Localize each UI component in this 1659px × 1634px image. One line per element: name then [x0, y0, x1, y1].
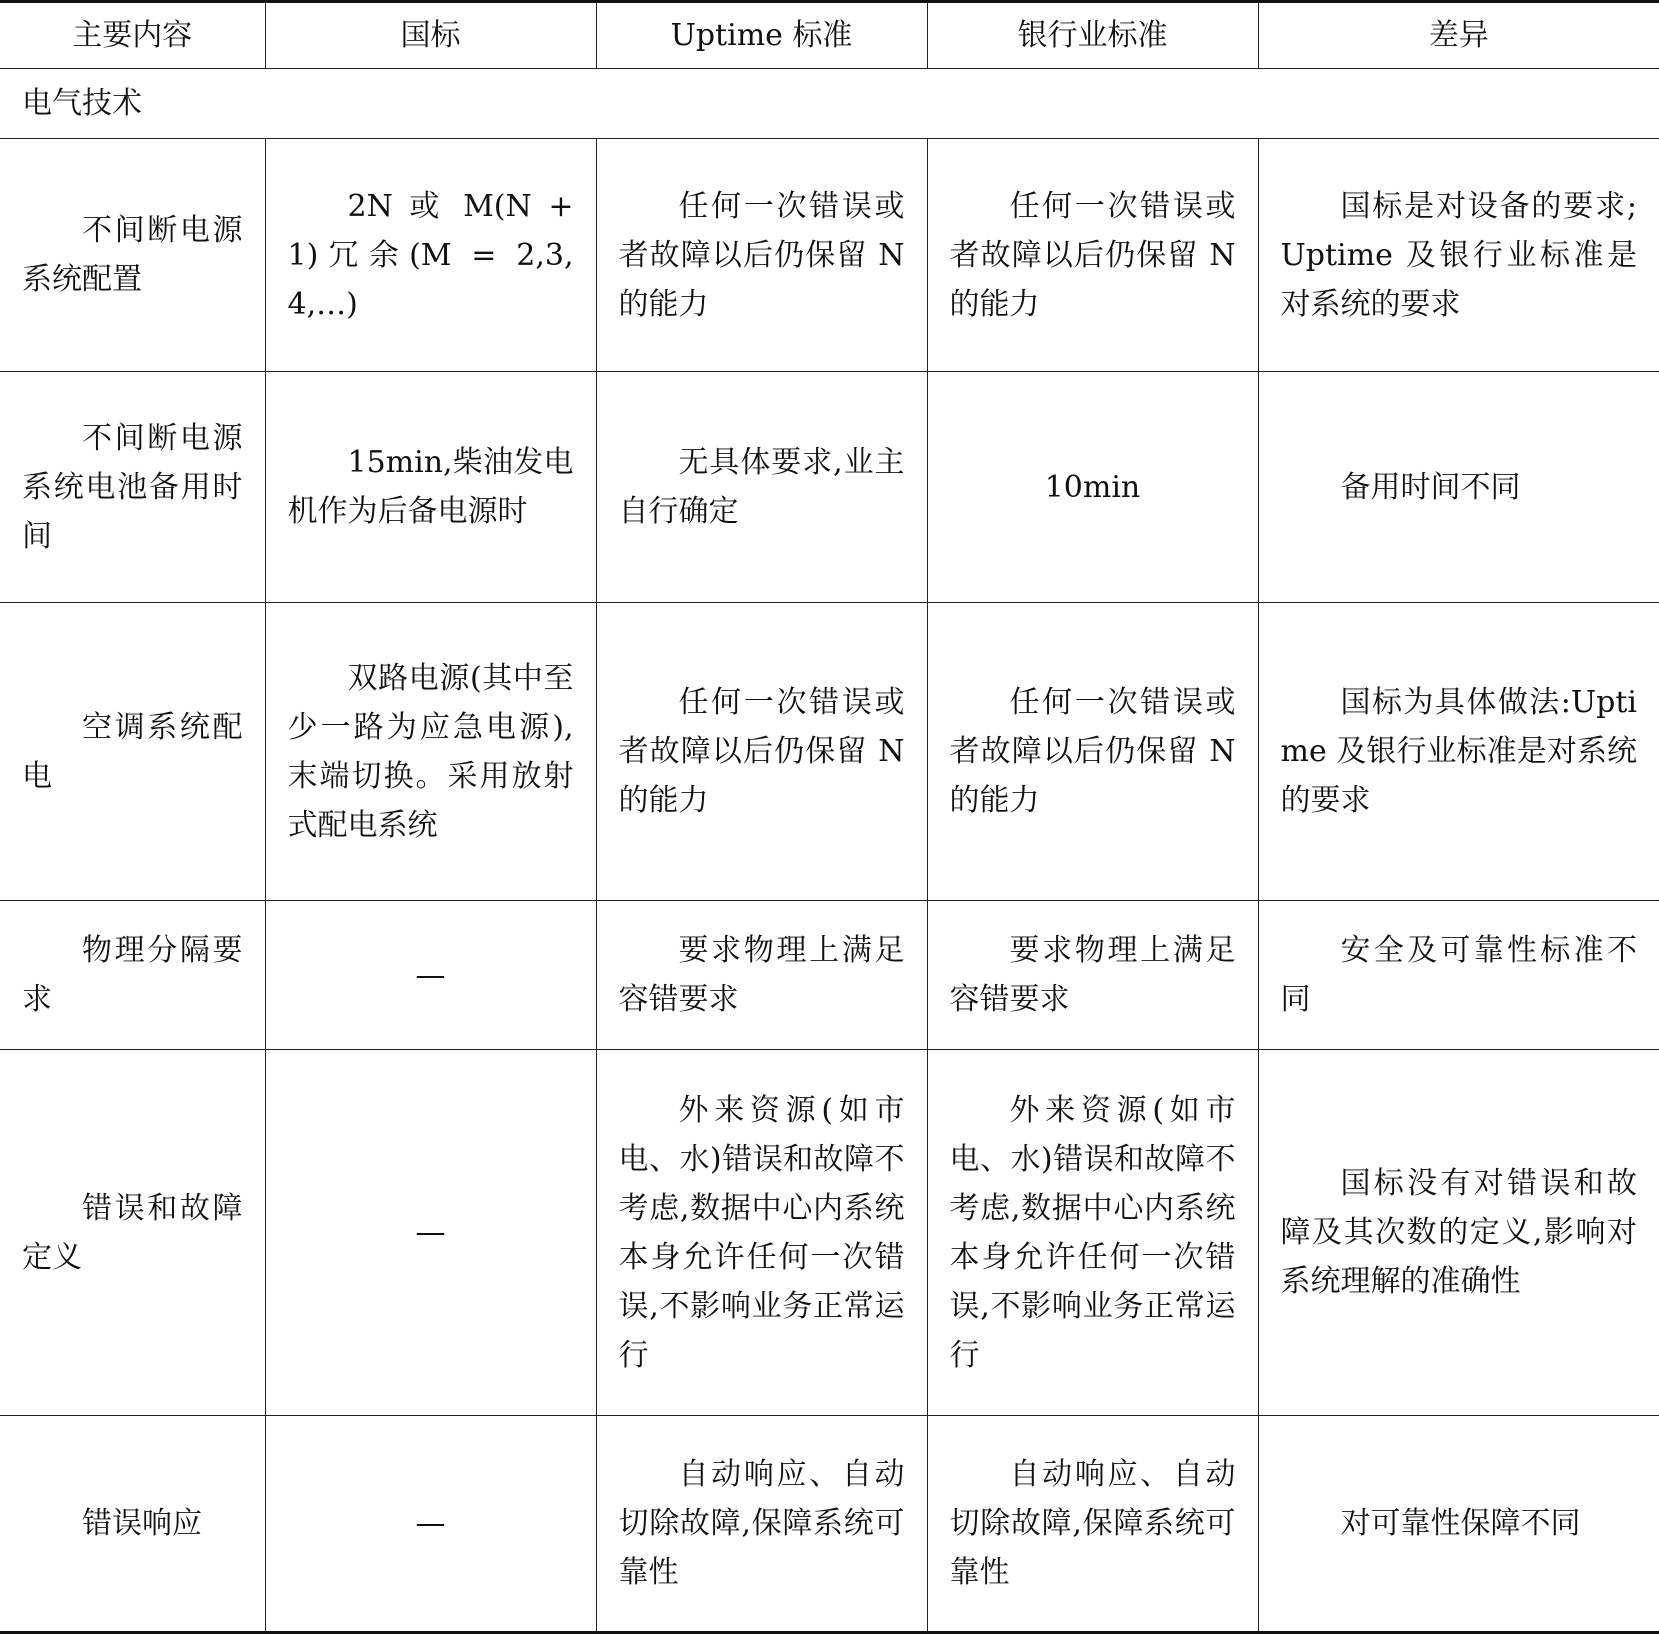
cell-bank: 要求物理上满足容错要求	[927, 901, 1258, 1050]
cell-item: 物理分隔要求	[0, 901, 265, 1050]
cell-diff: 国标是对设备的要求;Uptime 及银行业标准是对系统的要求	[1258, 139, 1659, 372]
cell-diff: 对可靠性保障不同	[1258, 1416, 1659, 1633]
cell-item: 错误和故障定义	[0, 1050, 265, 1416]
cell-gb: 2N 或 M(N + 1)冗余(M = 2,3,4,…)	[265, 139, 596, 372]
cell-uptime: 外来资源(如市电、水)错误和故障不考虑,数据中心内系统本身允许任何一次错误,不影响业务正常运行	[596, 1050, 927, 1416]
cell-uptime: 要求物理上满足容错要求	[596, 901, 927, 1050]
cell-bank: 任何一次错误或者故障以后仍保留 N 的能力	[927, 603, 1258, 901]
header-banking-standard: 银行业标准	[927, 2, 1258, 69]
cell-gb: 双路电源(其中至少一路为应急电源),末端切换。采用放射式配电系统	[265, 603, 596, 901]
cell-uptime: 自动响应、自动切除故障,保障系统可靠性	[596, 1416, 927, 1633]
cell-uptime: 任何一次错误或者故障以后仍保留 N 的能力	[596, 139, 927, 372]
table-row	[0, 603, 1659, 901]
cell-uptime: 任何一次错误或者故障以后仍保留 N 的能力	[596, 603, 927, 901]
table-row	[0, 139, 1659, 372]
cell-diff: 备用时间不同	[1258, 372, 1659, 603]
header-uptime-standard: Uptime 标准	[596, 2, 927, 69]
cell-item: 错误响应	[0, 1416, 265, 1633]
cell-bank: 外来资源(如市电、水)错误和故障不考虑,数据中心内系统本身允许任何一次错误,不影响业务正常运行	[927, 1050, 1258, 1416]
cell-gb: 15min,柴油发电机作为后备电源时	[265, 372, 596, 603]
cell-gb: —	[265, 1050, 596, 1416]
cell-uptime: 无具体要求,业主自行确定	[596, 372, 927, 603]
header-main-content: 主要内容	[0, 2, 265, 69]
table-row	[0, 372, 1659, 603]
cell-item: 不间断电源系统电池备用时间	[0, 372, 265, 603]
cell-item: 空调系统配电	[0, 603, 265, 901]
cell-diff: 安全及可靠性标准不同	[1258, 901, 1659, 1050]
header-difference: 差异	[1258, 2, 1659, 69]
cell-gb: —	[265, 901, 596, 1050]
cell-item: 不间断电源系统配置	[0, 139, 265, 372]
cell-bank: 任何一次错误或者故障以后仍保留 N 的能力	[927, 139, 1258, 372]
table-row	[0, 1416, 1659, 1633]
cell-bank: 自动响应、自动切除故障,保障系统可靠性	[927, 1416, 1258, 1633]
table-row	[0, 901, 1659, 1050]
cell-bank: 10min	[927, 372, 1258, 603]
table-row	[0, 1050, 1659, 1416]
cell-diff: 国标没有对错误和故障及其次数的定义,影响对系统理解的准确性	[1258, 1050, 1659, 1416]
cell-gb: —	[265, 1416, 596, 1633]
header-row	[0, 2, 1659, 69]
header-national-standard: 国标	[265, 2, 596, 69]
section-row	[0, 69, 1659, 139]
cell-diff: 国标为具体做法:Uptime 及银行业标准是对系统的要求	[1258, 603, 1659, 901]
section-title: 电气技术	[0, 69, 1659, 139]
